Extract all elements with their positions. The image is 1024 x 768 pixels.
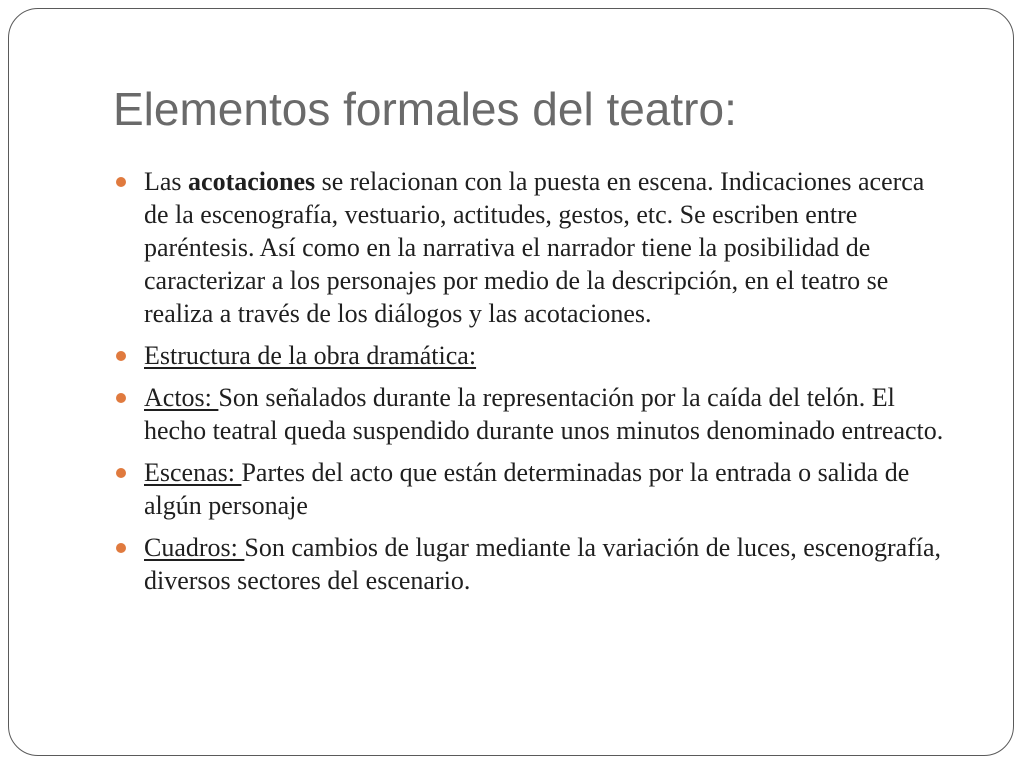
bullet-text: Son cambios de lugar mediante la variación de luces, escenografía, diversos sectores del escenario.: [144, 533, 942, 595]
bullet-text: se relacionan con la puesta en escena. Indicaciones acerca de la escenografía, vestuario, actitudes, gestos, etc. Se escriben entre paréntesis. Así como en la narrativa el narrador tiene la posibilidad de caracterizar a los personajes por medio de la descripción, en el teatro se realiza a través de los diálogos y las acotaciones.: [144, 167, 925, 328]
bullet-acotaciones: [114, 165, 949, 330]
bullet-estructura: [114, 339, 949, 372]
bullet-dot-icon: [116, 177, 126, 187]
bullet-list: [114, 165, 949, 606]
bullet-dot-icon: [116, 351, 126, 361]
bullet-text: Partes del acto que están determinadas por la entrada o salida de algún personaje: [144, 458, 910, 520]
bullet-actos: [114, 381, 949, 447]
bullet-dot-icon: [116, 543, 126, 553]
bullet-underlined-term: Actos:: [144, 383, 219, 412]
bullet-dot-icon: [116, 468, 126, 478]
bullet-escenas: [114, 456, 949, 522]
bullet-underlined-term: Escenas:: [144, 458, 242, 487]
bullet-cuadros: [114, 531, 949, 597]
bullet-underlined-heading: Estructura de la obra dramática:: [144, 341, 477, 370]
bullet-text: Son señalados durante la representación por la caída del telón. El hecho teatral queda suspendido durante unos minutos denominado entreacto.: [144, 383, 944, 445]
slide-title: Elementos formales del teatro:: [113, 83, 737, 135]
bullet-underlined-term: Cuadros:: [144, 533, 245, 562]
bullet-prefix: Las: [144, 167, 189, 196]
bullet-dot-icon: [116, 393, 126, 403]
bullet-bold-term: acotaciones: [188, 167, 316, 196]
